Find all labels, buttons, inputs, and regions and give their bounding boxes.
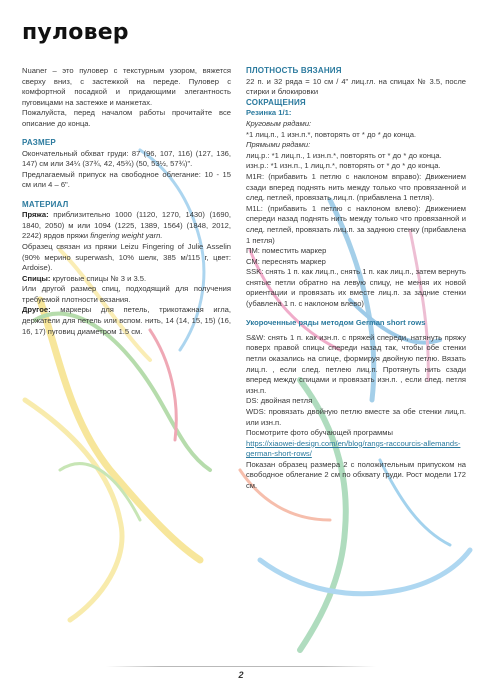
abbr-heading: СОКРАЩЕНИЯ bbox=[246, 97, 306, 107]
rib-title: Резинка 1/1: bbox=[246, 108, 292, 118]
yarn-label: Пряжа: bbox=[22, 210, 49, 220]
abbr-m1r: M1R: (прибавить 1 петлю с наклоном вправо): Движением сзади вперед поднять нить между только что провязанной и след. петлей, провязать лиц.п. (прибавлена 1 петля). bbox=[246, 171, 466, 203]
yarn-weight: fingering weight yarn. bbox=[90, 231, 163, 241]
flat-title: Прямыми рядами: bbox=[246, 140, 311, 150]
gauge-heading: ПЛОТНОСТЬ ВЯЗАНИЯ bbox=[246, 66, 342, 75]
sample-note: Показан образец размера 2 с положительным припуском на свободное облегание 2 см по обхвату груди. Рост модели 172 см. bbox=[246, 459, 466, 491]
short-rows-sw: S&W: снять 1 п. как изн.п. с пряжей спереди, натянуть пряжу поверх правой спицы спереди назад так, чтобы обе стенки петли оказались на спице, формируя двойную петлю. Вязать лиц.п. , если след. петлею лиц.п. Протянуть нить сзади вперед между спицами и провязать изн.п. , если след. петля изн.п. bbox=[246, 332, 466, 395]
gauge-text: 22 п. и 32 ряда = 10 см / 4" лиц.гл. на спицах № 3.5, после стирки и блокировки bbox=[246, 76, 466, 97]
needles-label: Спицы: bbox=[22, 273, 51, 283]
material-yarn bbox=[22, 210, 231, 242]
left-column bbox=[22, 66, 231, 337]
short-rows-wds: WDS: провязать двойную петлю вместе за обе стенки лиц.п. или изн.п. bbox=[246, 406, 466, 427]
yarn-text: приблизительно 1000 (1120, 1270, 1430) (1690, 1840, 2050) м или 1094 (1225, 1389, 1564) (1848, 2012, 2242) ярдов пряжи bbox=[22, 210, 231, 241]
material-needles-alt: Или другой размер спиц, подходящий для получения требуемой плотности вязания. bbox=[22, 284, 231, 304]
size-bust: Окончательный обхват груди: 87 (96, 107, 116) (127, 136, 147) см или 34¼ (37¾, 42, 45¾) (50, 53½, 57¾)". bbox=[22, 148, 231, 169]
round-title: Круговым рядами: bbox=[246, 118, 312, 128]
abbr-sm: СМ: переснять маркер bbox=[246, 256, 326, 266]
right-column bbox=[246, 66, 466, 492]
size-ease: Предлагаемый припуск на свободное облегание: 10 - 15 см или 4 – 6". bbox=[22, 169, 231, 190]
needles-text: круговые спицы № 3 и 3.5. bbox=[50, 273, 147, 283]
abbr-pm: ПМ: поместить маркер bbox=[246, 246, 327, 256]
size-heading: РАЗМЕР bbox=[22, 138, 56, 148]
short-rows-ds: DS: двойная петля bbox=[246, 396, 313, 406]
other-text: маркеры для петель, трикотажная игла, держатели для петель или вспом. нить, 14 (14, 15, 15) (16, 16, 17) пуговиц диаметром 1.5 см. bbox=[22, 305, 231, 336]
abbr-m1l: M1L: (прибавить 1 петлю с наклоном влево): Движением спереди назад поднять нить между только что провязанной и след. петлей, провязать лиц.п. за заднюю стенку (прибавлена 1 петля) bbox=[246, 203, 466, 245]
flat-rs: лиц.р.: *1 лиц.п., 1 изн.п.*, повторять от * до * до конца. bbox=[246, 150, 442, 160]
intro-paragraph: Nuaner – это пуловер с текстурным узором, вяжется сверху вниз, с застежкой на переде. Пуловер с комфортной посадкой и придающими элегантность пуговицами на застежке и манжетах. bbox=[22, 66, 231, 107]
short-rows-video: Посмотрите фото обучающей программы bbox=[246, 428, 393, 438]
page-number: 2 bbox=[238, 670, 244, 680]
material-heading: МАТЕРИАЛ bbox=[22, 199, 69, 209]
material-sample: Образец связан из пряжи Leizu Fingering of Julie Asselin (90% мерино superwash, 10% шелк, 385 м/115 г, цвет: Ardoise). bbox=[22, 241, 231, 273]
page-title: пуловер bbox=[22, 20, 129, 45]
abbr-ssk: SSK: снять 1 п. как лиц.п., снять 1 п. как лиц.п., затем вернуть снятые петли обратно на левую спицу, не меняя их новой ориентации и провязать их вместе лиц.п. за задние стенки (убавлена 1 п. с наклоном влево) bbox=[246, 267, 466, 309]
flat-ws: изн.р.: *1 изн.п., 1 лиц.п.*, повторять от * до * до конца. bbox=[246, 161, 441, 171]
footer-divider bbox=[106, 666, 376, 667]
intro-note: Пожалуйста, перед началом работы прочитайте все описание до конца. bbox=[22, 108, 231, 128]
tutorial-link[interactable]: https://xiaowei-design.com/en/blog/rangs-raccourcis-allemands-german-short-rows/ bbox=[246, 438, 461, 459]
material-other bbox=[22, 305, 231, 337]
short-rows-heading: Укороченные ряды методом German short rows bbox=[246, 318, 426, 328]
other-label: Другое: bbox=[22, 305, 51, 315]
material-needles bbox=[22, 274, 231, 285]
round-text: *1 лиц.п., 1 изн.п.*, повторять от * до * до конца. bbox=[246, 129, 417, 139]
